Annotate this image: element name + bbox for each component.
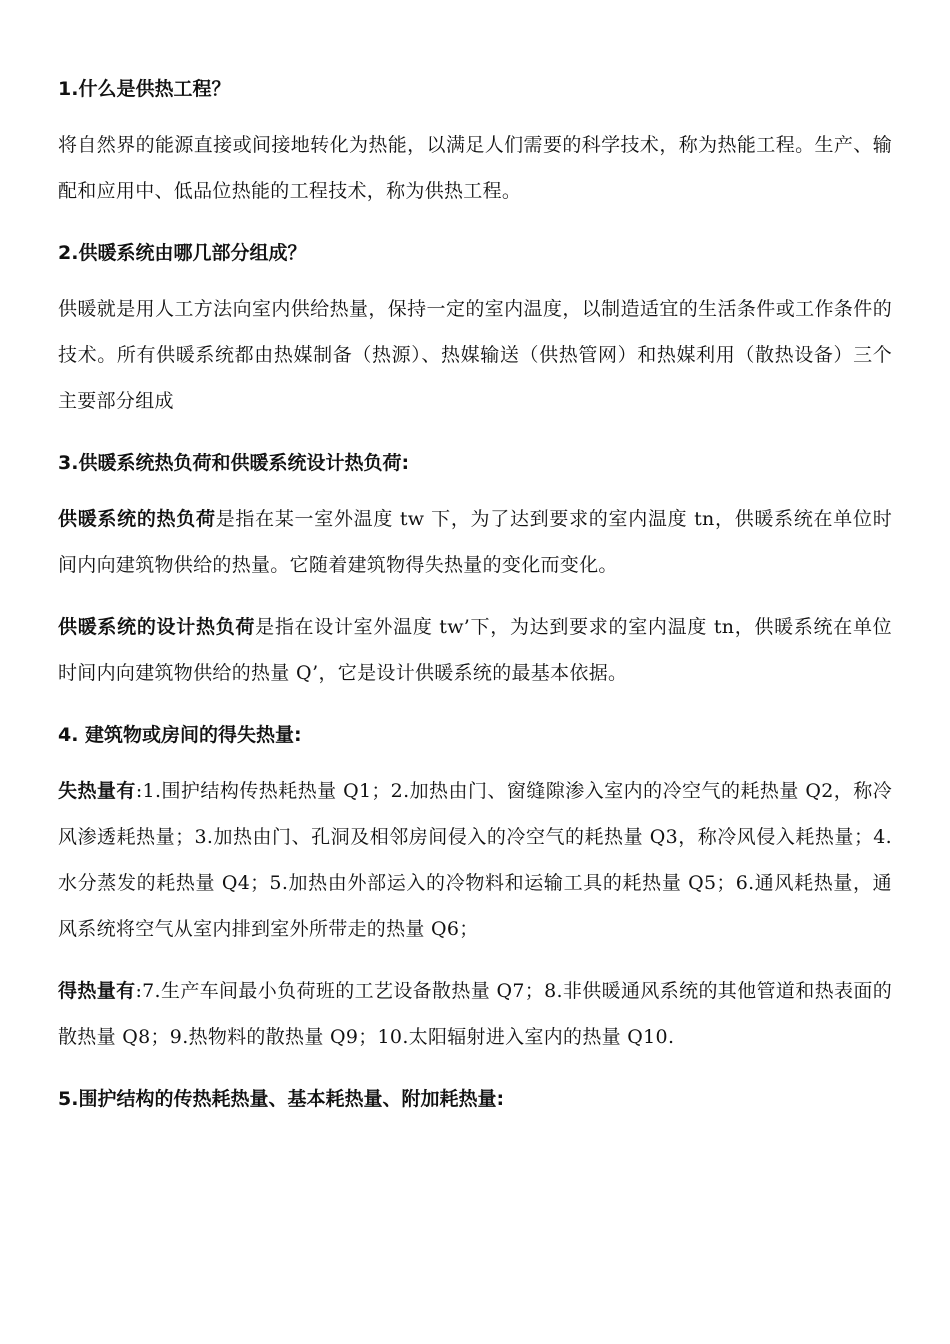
definition-text: 是指在设计室外温度 tw’下，为达到要求的室内温度 tn，供暖系统在单位时间内向建筑物供给的热量 Q’，它是设计供暖系统的最基本依据。	[58, 616, 892, 684]
section-1-heading: 1.什么是供热工程？	[58, 78, 231, 100]
section-1-paragraph: 将自然界的能源直接或间接地转化为热能，以满足人们需要的科学技术，称为热能工程。生产、输配和应用中、低品位热能的工程技术，称为供热工程。	[58, 134, 892, 202]
definition-text: :7.生产车间最小负荷班的工艺设备散热量 Q7；8.非供暖通风系统的其他管道和热表面的散热量 Q8；9.热物料的散热量 Q9；10.太阳辐射进入室内的热量 Q10.	[58, 980, 893, 1048]
definition-heat-gain	[58, 968, 892, 1060]
section-2-paragraph: 供暖就是用人工方法向室内供给热量，保持一定的室内温度，以制造适宜的生活条件或工作条件的技术。所有供暖系统都由热媒制备（热源）、热媒输送（供热管网）和热媒利用（散热设备）三个主要部分组成	[58, 298, 892, 412]
definition-heat-load	[58, 496, 892, 588]
section-3-heading: 3.供暖系统热负荷和供暖系统设计热负荷:	[58, 452, 410, 474]
section-2-heading: 2.供暖系统由哪几部分组成？	[58, 242, 307, 264]
document-page	[58, 66, 892, 1122]
definition-text: 是指在某一室外温度 tw 下，为了达到要求的室内温度 tn，供暖系统在单位时间内向建筑物供给的热量。它随着建筑物得失热量的变化而变化。	[58, 508, 892, 576]
definition-term: 供暖系统的设计热负荷	[58, 616, 256, 638]
definition-design-heat-load	[58, 604, 892, 696]
section-4-heading: 4. 建筑物或房间的得失热量:	[58, 724, 302, 746]
definition-term: 失热量有	[58, 780, 136, 802]
definition-heat-loss	[58, 768, 892, 952]
definition-term: 供暖系统的热负荷	[58, 508, 216, 530]
definition-term: 得热量有	[58, 980, 136, 1002]
definition-text: :1.围护结构传热耗热量 Q1；2.加热由门、窗缝隙渗入室内的冷空气的耗热量 Q2，称冷风渗透耗热量；3.加热由门、孔洞及相邻房间侵入的冷空气的耗热量 Q3，称冷风侵入耗热量；4.水分蒸发的耗热量 Q4；5.加热由外部运入的冷物料和运输工具的耗热量 Q5；6.通风耗热量，通风系统将空气从室内排到室外所带走的热量 Q6；	[58, 780, 892, 940]
section-5-heading: 5.围护结构的传热耗热量、基本耗热量、附加耗热量:	[58, 1088, 505, 1110]
